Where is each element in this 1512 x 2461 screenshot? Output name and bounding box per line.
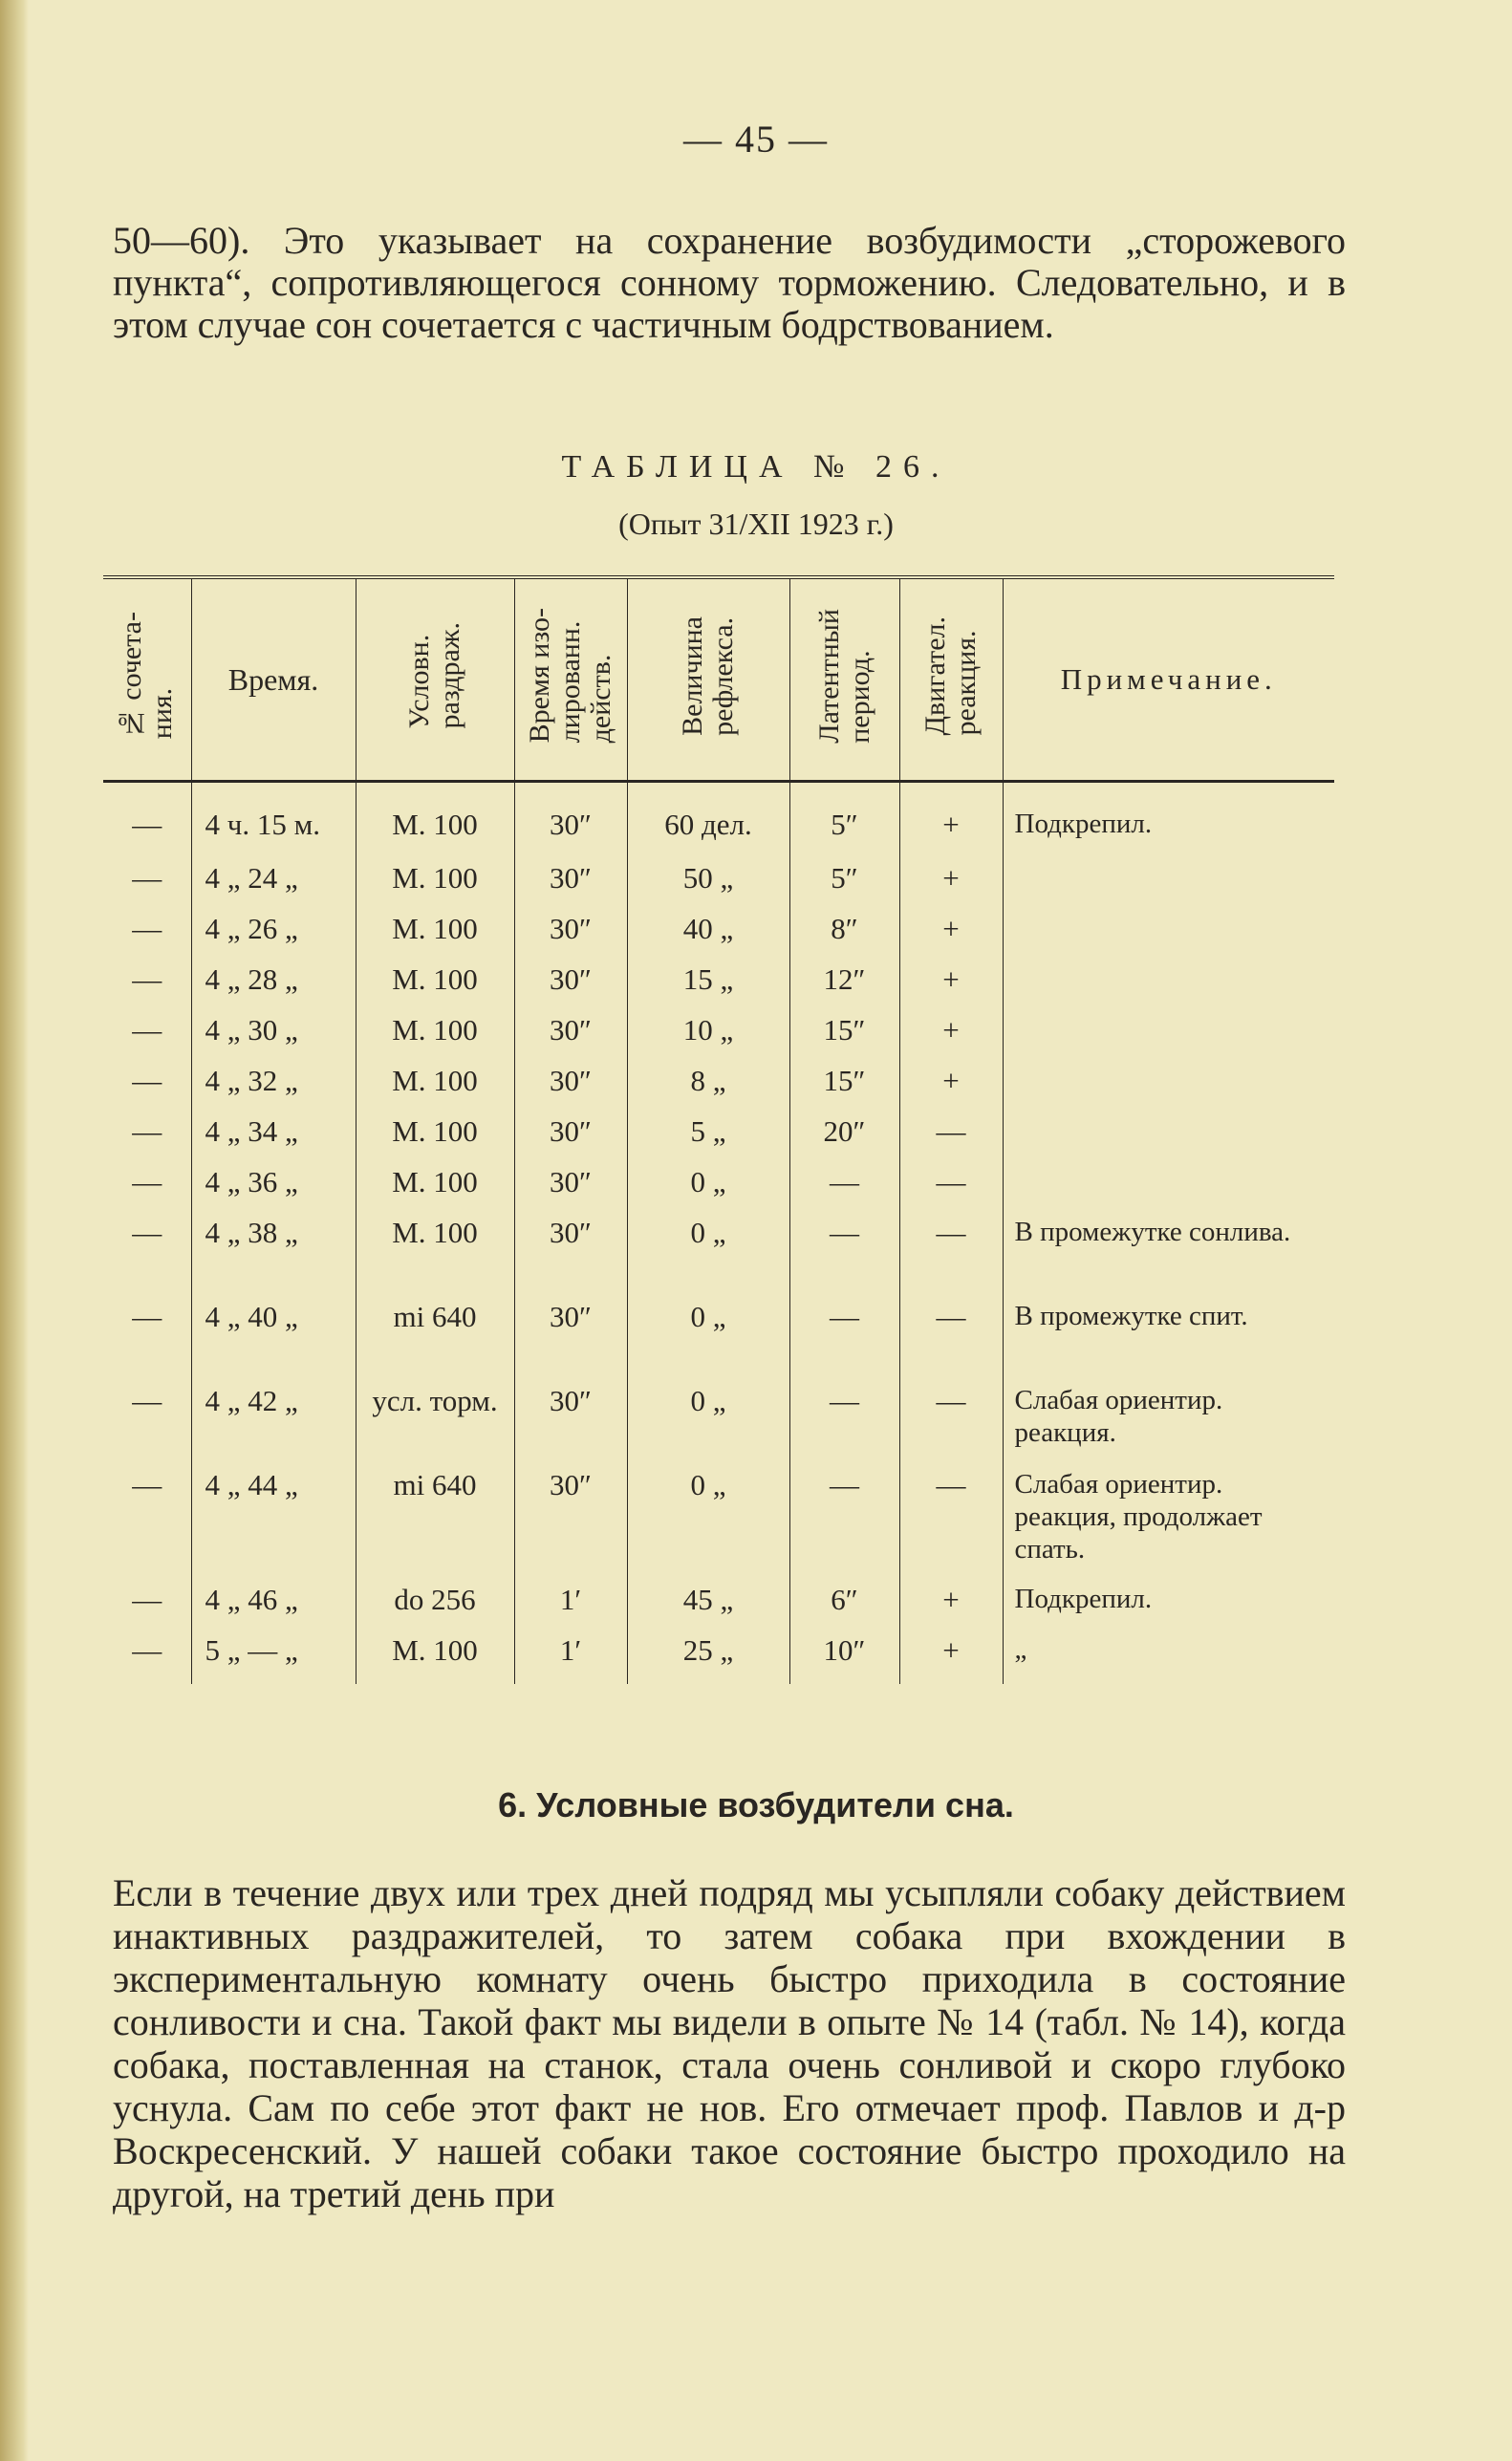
cell-note: В промежутке сонлива. xyxy=(1014,1217,1291,1247)
header-note: Примечание. xyxy=(1003,577,1334,782)
cell-motor: + xyxy=(899,962,1003,1013)
cell-reflex: 0 „ xyxy=(627,1165,789,1216)
cell-motor: + xyxy=(899,912,1003,962)
cell-latent: 8″ xyxy=(789,912,899,962)
cell-reflex: 0 „ xyxy=(627,1216,789,1300)
cell-combination: — xyxy=(103,1013,191,1064)
cell-stimulus: М. 100 xyxy=(356,1165,514,1216)
cell-isolated-time: 30″ xyxy=(514,912,627,962)
cell-stimulus: М. 100 xyxy=(356,782,514,862)
cell-reflex: 45 „ xyxy=(627,1583,789,1633)
table-row xyxy=(103,912,1334,962)
cell-motor: + xyxy=(899,1013,1003,1064)
header-reflex-magnitude: Величина рефлекса. xyxy=(627,577,789,782)
cell-isolated-time: 30″ xyxy=(514,782,627,862)
table-row xyxy=(103,1165,1334,1216)
cell-time: 5 „ — „ xyxy=(191,1633,356,1684)
cell-time: 4 „ 42 „ xyxy=(191,1384,356,1468)
cell-combination: — xyxy=(103,962,191,1013)
cell-note xyxy=(1003,1064,1334,1114)
cell-stimulus: mi 640 xyxy=(356,1468,514,1583)
cell-combination: — xyxy=(103,912,191,962)
cell-note xyxy=(1003,1114,1334,1165)
cell-time: 4 „ 36 „ xyxy=(191,1165,356,1216)
cell-time: 4 „ 34 „ xyxy=(191,1114,356,1165)
cell-motor: — xyxy=(899,1384,1003,1468)
cell-motor: + xyxy=(899,782,1003,862)
cell-stimulus: усл. торм. xyxy=(356,1384,514,1468)
cell-reflex: 40 „ xyxy=(627,912,789,962)
table-subtitle: (Опыт 31/XII 1923 г.) xyxy=(618,507,894,541)
cell-motor: + xyxy=(899,861,1003,912)
cell-motor: + xyxy=(899,1633,1003,1684)
cell-reflex: 15 „ xyxy=(627,962,789,1013)
cell-time: 4 ч. 15 м. xyxy=(191,782,356,862)
cell-stimulus: М. 100 xyxy=(356,1633,514,1684)
cell-time: 4 „ 40 „ xyxy=(191,1300,356,1384)
table-title: ТАБЛИЦА № 26. xyxy=(561,449,951,485)
cell-latent: — xyxy=(789,1165,899,1216)
cell-combination: — xyxy=(103,861,191,912)
cell-latent: — xyxy=(789,1468,899,1583)
table-row xyxy=(103,1633,1334,1684)
cell-reflex: 10 „ xyxy=(627,1013,789,1064)
experiment-table xyxy=(103,575,1334,1684)
cell-motor: + xyxy=(899,1064,1003,1114)
cell-stimulus: М. 100 xyxy=(356,962,514,1013)
cell-note xyxy=(1003,1013,1334,1064)
table-row xyxy=(103,1064,1334,1114)
header-motor-reaction: Двигател. реакция. xyxy=(899,577,1003,782)
header-conditioned-stimulus: Условн. раздраж. xyxy=(356,577,514,782)
cell-reflex: 60 дел. xyxy=(627,782,789,862)
cell-time: 4 „ 30 „ xyxy=(191,1013,356,1064)
book-spine-shadow xyxy=(0,0,29,2461)
table-row xyxy=(103,1300,1334,1384)
cell-stimulus: М. 100 xyxy=(356,1013,514,1064)
cell-note xyxy=(1003,912,1334,962)
cell-combination: — xyxy=(103,1583,191,1633)
cell-latent: 15″ xyxy=(789,1013,899,1064)
cell-latent: 10″ xyxy=(789,1633,899,1684)
cell-time: 4 „ 28 „ xyxy=(191,962,356,1013)
cell-note xyxy=(1003,962,1334,1013)
cell-latent: — xyxy=(789,1216,899,1300)
cell-motor: — xyxy=(899,1165,1003,1216)
cell-isolated-time: 1′ xyxy=(514,1633,627,1684)
cell-stimulus: М. 100 xyxy=(356,912,514,962)
cell-stimulus: М. 100 xyxy=(356,861,514,912)
table-row xyxy=(103,1216,1334,1300)
table-row xyxy=(103,1114,1334,1165)
section-heading: 6. Условные возбудители сна. xyxy=(498,1785,1014,1824)
cell-combination: — xyxy=(103,1468,191,1583)
cell-latent: 20″ xyxy=(789,1114,899,1165)
cell-time: 4 „ 32 „ xyxy=(191,1064,356,1114)
cell-note: Подкрепил. xyxy=(1014,809,1153,839)
cell-isolated-time: 30″ xyxy=(514,1300,627,1384)
cell-reflex: 0 „ xyxy=(627,1468,789,1583)
cell-isolated-time: 30″ xyxy=(514,962,627,1013)
intro-paragraph: 50—60). Это указывает на сохранение возбудимости „сторожевого пункта“, сопротивляющегося сонному торможению. Следовательно, и в этом случае сон сочетается с частичным бодрствованием. xyxy=(113,219,1346,346)
cell-time: 4 „ 24 „ xyxy=(191,861,356,912)
cell-time: 4 „ 46 „ xyxy=(191,1583,356,1633)
cell-isolated-time: 30″ xyxy=(514,1216,627,1300)
cell-latent: 6″ xyxy=(789,1583,899,1633)
cell-motor: — xyxy=(899,1300,1003,1384)
table-row xyxy=(103,782,1334,862)
cell-isolated-time: 30″ xyxy=(514,1064,627,1114)
cell-latent: — xyxy=(789,1300,899,1384)
cell-note: „ xyxy=(1014,1634,1027,1665)
cell-isolated-time: 30″ xyxy=(514,1384,627,1468)
table-row xyxy=(103,1583,1334,1633)
cell-time: 4 „ 26 „ xyxy=(191,912,356,962)
cell-stimulus: М. 100 xyxy=(356,1064,514,1114)
cell-time: 4 „ 44 „ xyxy=(191,1468,356,1583)
cell-combination: — xyxy=(103,1165,191,1216)
cell-isolated-time: 30″ xyxy=(514,1013,627,1064)
table-row xyxy=(103,1468,1334,1583)
cell-motor: + xyxy=(899,1583,1003,1633)
cell-motor: — xyxy=(899,1114,1003,1165)
cell-motor: — xyxy=(899,1216,1003,1300)
cell-latent: 15″ xyxy=(789,1064,899,1114)
cell-stimulus: М. 100 xyxy=(356,1216,514,1300)
cell-stimulus: mi 640 xyxy=(356,1300,514,1384)
cell-reflex: 25 „ xyxy=(627,1633,789,1684)
header-time: Время. xyxy=(191,577,356,782)
cell-note xyxy=(1003,1165,1334,1216)
cell-combination: — xyxy=(103,1633,191,1684)
header-isolated-action-time: Время изо- лированн. действ. xyxy=(514,577,627,782)
cell-combination: — xyxy=(103,1384,191,1468)
table-row xyxy=(103,1013,1334,1064)
cell-latent: 5″ xyxy=(789,782,899,862)
cell-motor: — xyxy=(899,1468,1003,1583)
cell-note: В промежутке спит. xyxy=(1014,1301,1248,1331)
table-row xyxy=(103,962,1334,1013)
cell-combination: — xyxy=(103,1064,191,1114)
cell-combination: — xyxy=(103,1114,191,1165)
cell-combination: — xyxy=(103,1300,191,1384)
table-row xyxy=(103,1384,1334,1468)
table-row xyxy=(103,861,1334,912)
body-paragraph: Если в течение двух или трех дней подряд мы усыпляли собаку действием инактивных раздражителей, то затем собака при вхождении в экспериментальную комнату очень быстро приходила в состояние сонливости и сна. Такой факт мы видели в опыте № 14 (табл. № 14), когда собака, поставленная на станок, стала очень сонливой и скоро глубоко уснула. Сам по себе этот факт не нов. Его отмечает проф. Павлов и д-р Воскресенский. У нашей собаки такое состояние быстро проходило на другой, на третий день при xyxy=(113,1871,1346,2215)
page-number: — 45 — xyxy=(683,118,829,161)
header-combination-number: № сочета- ния. xyxy=(103,577,191,782)
cell-time: 4 „ 38 „ xyxy=(191,1216,356,1300)
cell-latent: 5″ xyxy=(789,861,899,912)
cell-isolated-time: 30″ xyxy=(514,1114,627,1165)
cell-reflex: 0 „ xyxy=(627,1300,789,1384)
cell-note: Слабая ориентир. реакция. xyxy=(1014,1385,1223,1448)
header-latent-period: Латентный период. xyxy=(789,577,899,782)
cell-combination: — xyxy=(103,1216,191,1300)
cell-isolated-time: 1′ xyxy=(514,1583,627,1633)
cell-note xyxy=(1003,861,1334,912)
cell-combination: — xyxy=(103,782,191,862)
cell-reflex: 50 „ xyxy=(627,861,789,912)
table-header-row xyxy=(103,577,1334,782)
cell-stimulus: do 256 xyxy=(356,1583,514,1633)
cell-reflex: 5 „ xyxy=(627,1114,789,1165)
cell-isolated-time: 30″ xyxy=(514,1468,627,1583)
cell-reflex: 0 „ xyxy=(627,1384,789,1468)
cell-note: Подкрепил. xyxy=(1014,1584,1153,1614)
cell-latent: — xyxy=(789,1384,899,1468)
cell-isolated-time: 30″ xyxy=(514,861,627,912)
cell-reflex: 8 „ xyxy=(627,1064,789,1114)
cell-isolated-time: 30″ xyxy=(514,1165,627,1216)
cell-note: Слабая ориентир. реакция, продолжает спать. xyxy=(1014,1469,1263,1565)
cell-stimulus: М. 100 xyxy=(356,1114,514,1165)
cell-latent: 12″ xyxy=(789,962,899,1013)
